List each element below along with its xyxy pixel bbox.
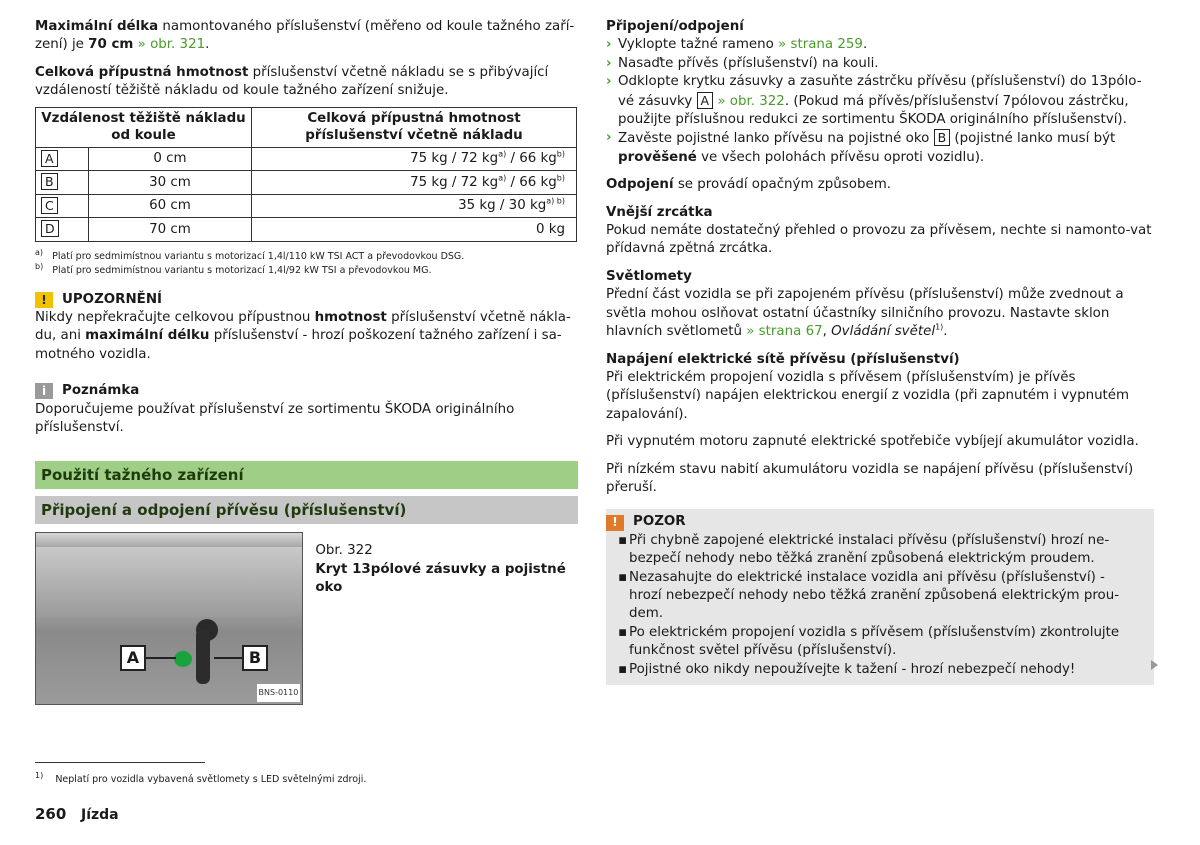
label-b: B xyxy=(242,645,268,671)
info-icon: i xyxy=(35,383,53,399)
section-heading: Použití tažného zařízení xyxy=(35,461,578,489)
paragraph-power-1: Při elektrickém propojení vozidla s přívěsem (příslušenstvím) je přívěs (příslušenství) napájen elektrickou energií z vozidla (při zapnutém i vypnutém zapalování). xyxy=(606,369,1130,422)
warning-icon: ! xyxy=(35,292,53,308)
bullet-icon: ▪ xyxy=(618,624,628,640)
bumper-shape xyxy=(35,547,303,617)
paragraph-max-length: Maximální délka namontovaného příslušenství (měřeno od koule tažného zaří-zení) je 70 cm » obr. 321. xyxy=(35,19,575,53)
caution-item: ▪ Nezasahujte do elektrické instalace vozidla ani přívěsu (příslušenství) - hrozí nebezpečí nehody nebo těžká zranění způsobená elektrickým prou-dem. xyxy=(606,569,1140,624)
paragraph-total-mass: Celková přípustná hmotnost příslušenství včetně nákladu se s přibývající vzdáleností těžiště nákladu od koule tažného zařízení snižuje. xyxy=(35,64,549,99)
tow-arm xyxy=(196,629,210,684)
label-a: A xyxy=(120,645,146,671)
subsection-heading: Připojení a odpojení přívěsu (příslušenství) xyxy=(35,496,578,524)
tow-hitch-photo xyxy=(35,532,303,705)
step-4: › Zavěste pojistné lanko přívěsu na pojistné oko B (pojistné lanko musí být prověšené ve všech polohách přívěsu oproti vozidlu). xyxy=(606,129,1154,167)
page-section: Jízda xyxy=(81,807,119,823)
fig-321-link[interactable]: » obr. 321 xyxy=(133,37,206,53)
warning-text: Nikdy nepřekračujte celkovou přípustnou hmotnost příslušenství včetně nákla-du, ani maximální délku příslušenství - hrozí poškození tažného zařízení i sa-motného vozidla. xyxy=(35,310,571,362)
row-key: C xyxy=(36,194,89,218)
caution-box xyxy=(606,509,1154,685)
col-header-distance: Vzdálenost těžiště nákladu od koule xyxy=(36,107,252,147)
footnote-b: $^{b)}$ Platí pro sedmimístnou variantu s motorizací 1,4l/92 kW TSI a převodovkou MG. xyxy=(35,261,432,276)
caution-header xyxy=(606,513,1140,531)
caution-item: ▪ Při chybně zapojené elektrické instalaci přívěsu (příslušenství) hrozí ne-bezpečí nehody nebo těžká zranění způsobená elektrickým proudem. xyxy=(606,532,1140,569)
table-row xyxy=(36,171,577,195)
warning-header xyxy=(35,291,578,309)
step-3: › Odklopte krytku zásuvky a zasuňte zástrčku přívěsu (příslušenství) do 13pólo-vé zásuvky A » obr. 322. (Pokud má přívěs/příslušenství 7pólovou zástrčku, použijte příslušnou redukci ze sortimentu ŠKODA originálního příslušenství). xyxy=(606,73,1154,129)
col-header-mass: Celková přípustná hmotnost příslušenství včetně nákladu xyxy=(252,107,577,147)
step-arrow-icon: › xyxy=(606,74,612,90)
left-column xyxy=(35,18,578,705)
page-67-link[interactable]: » strana 67 xyxy=(746,324,823,340)
row-key: B xyxy=(36,171,89,195)
right-column xyxy=(606,18,1154,685)
table-header-row xyxy=(36,107,577,147)
heading-connect: Připojení/odpojení xyxy=(606,19,744,34)
photo-code: BNS-0110 xyxy=(257,684,301,702)
leader-line-a xyxy=(144,657,176,659)
note-title: Poznámka xyxy=(62,383,140,399)
heading-power: Napájení elektrické sítě přívěsu (příslušenství) xyxy=(606,351,960,367)
page-259-link[interactable]: » strana 259 xyxy=(778,37,863,53)
page-footnote: $^{1)}$ Neplatí pro vozidla vybavená světlomety s LED světelnými zdroji. xyxy=(35,770,367,785)
row-mass: 0 kg xyxy=(252,218,577,242)
step-arrow-icon: › xyxy=(606,37,612,53)
table-row xyxy=(36,194,577,218)
row-mass: 75 kg / 72 $kg^{a)} / 66$ $kg^{b)}$ xyxy=(252,171,577,195)
caution-icon: ! xyxy=(606,515,624,531)
socket-cover xyxy=(174,651,192,667)
mass-table xyxy=(35,107,577,242)
note-text: Doporučujeme používat příslušenství ze sortimentu ŠKODA originálního příslušenství. xyxy=(35,401,515,436)
table-row xyxy=(36,218,577,242)
bullet-icon: ▪ xyxy=(618,569,628,585)
step-arrow-icon: › xyxy=(606,55,612,71)
page-number: 260 xyxy=(35,805,67,823)
paragraph-mirrors: Pokud nemáte dostatečný přehled o provozu za přívěsem, nechte si namonto-vat přídavná zpětná zrcátka. xyxy=(606,223,1152,257)
row-distance: 0 cm xyxy=(89,147,252,171)
table-body xyxy=(36,147,577,241)
row-key: D xyxy=(36,218,89,242)
step-arrow-icon: › xyxy=(606,130,612,146)
paragraph-power-2: Při vypnutém motoru zapnuté elektrické spotřebiče vybíjejí akumulátor vozidla. xyxy=(606,434,1139,450)
tag-b: B xyxy=(934,129,951,146)
tag-a: A xyxy=(697,92,714,109)
bullet-icon: ▪ xyxy=(618,532,628,548)
bullet-icon: ▪ xyxy=(618,661,628,677)
fig-322-link[interactable]: » obr. 322 xyxy=(713,93,785,109)
row-mass: 75 kg / 72 $kg^{a)} / 66$ $kg^{b)}$ xyxy=(252,147,577,171)
heading-headlights: Světlomety xyxy=(606,268,692,284)
figure-322 xyxy=(35,532,578,705)
row-distance: 70 cm xyxy=(89,218,252,242)
paragraph-power-3: Při nízkém stavu nabití akumulátoru vozidla se napájení přívěsu (příslušenství) přeruší. xyxy=(606,461,1134,495)
table-footnotes xyxy=(35,247,578,278)
paragraph-headlights: Přední část vozidla se při zapojeném přívěsu (příslušenství) může zvednout a světla mohou oslňovat ostatní účastníky silničního provozu. Nastavte sklon hlavních světlometů » strana 67, Ovládání světel$^{1)}$. xyxy=(606,287,1124,340)
warning-title: UPOZORNĚNÍ xyxy=(62,291,163,307)
footnote-divider xyxy=(35,762,205,763)
table-row xyxy=(36,147,577,171)
continue-arrow-icon xyxy=(1151,660,1158,670)
footnote-a: $^{a)}$ Platí pro sedmimístnou variantu s motorizací 1,4l/110 kW TSI ACT a převodovkou DSG. xyxy=(35,247,465,262)
figure-caption xyxy=(303,532,578,705)
row-distance: 60 cm xyxy=(89,194,252,218)
caution-item: ▪ Po elektrickém propojení vozidla s přívěsem (příslušenstvím) zkontrolujte funkčnost světel přívěsu (příslušenství). xyxy=(606,624,1140,661)
step-2: › Nasaďte přívěs (příslušenství) na kouli. xyxy=(606,55,1154,73)
row-distance: 30 cm xyxy=(89,171,252,195)
row-mass: 35 kg / 30 $kg^{a) b)}$ xyxy=(252,194,577,218)
note-header xyxy=(35,382,578,400)
leader-line-b xyxy=(214,657,242,659)
caution-item: ▪ Pojistné oko nikdy nepoužívejte k tažení - hrozí nebezpečí nehody! xyxy=(606,661,1140,679)
step-1: › Vyklopte tažné rameno » strana 259. xyxy=(606,36,1154,54)
figure-number: Obr. 322 xyxy=(315,543,373,559)
figure-title: Kryt 13pólové zásuvky a pojistné oko xyxy=(315,561,566,596)
row-key: A xyxy=(36,147,89,171)
caution-title: POZOR xyxy=(633,514,686,530)
paragraph-disconnect: Odpojení se provádí opačným způsobem. xyxy=(606,177,891,193)
heading-mirrors: Vnější zrcátka xyxy=(606,204,713,220)
